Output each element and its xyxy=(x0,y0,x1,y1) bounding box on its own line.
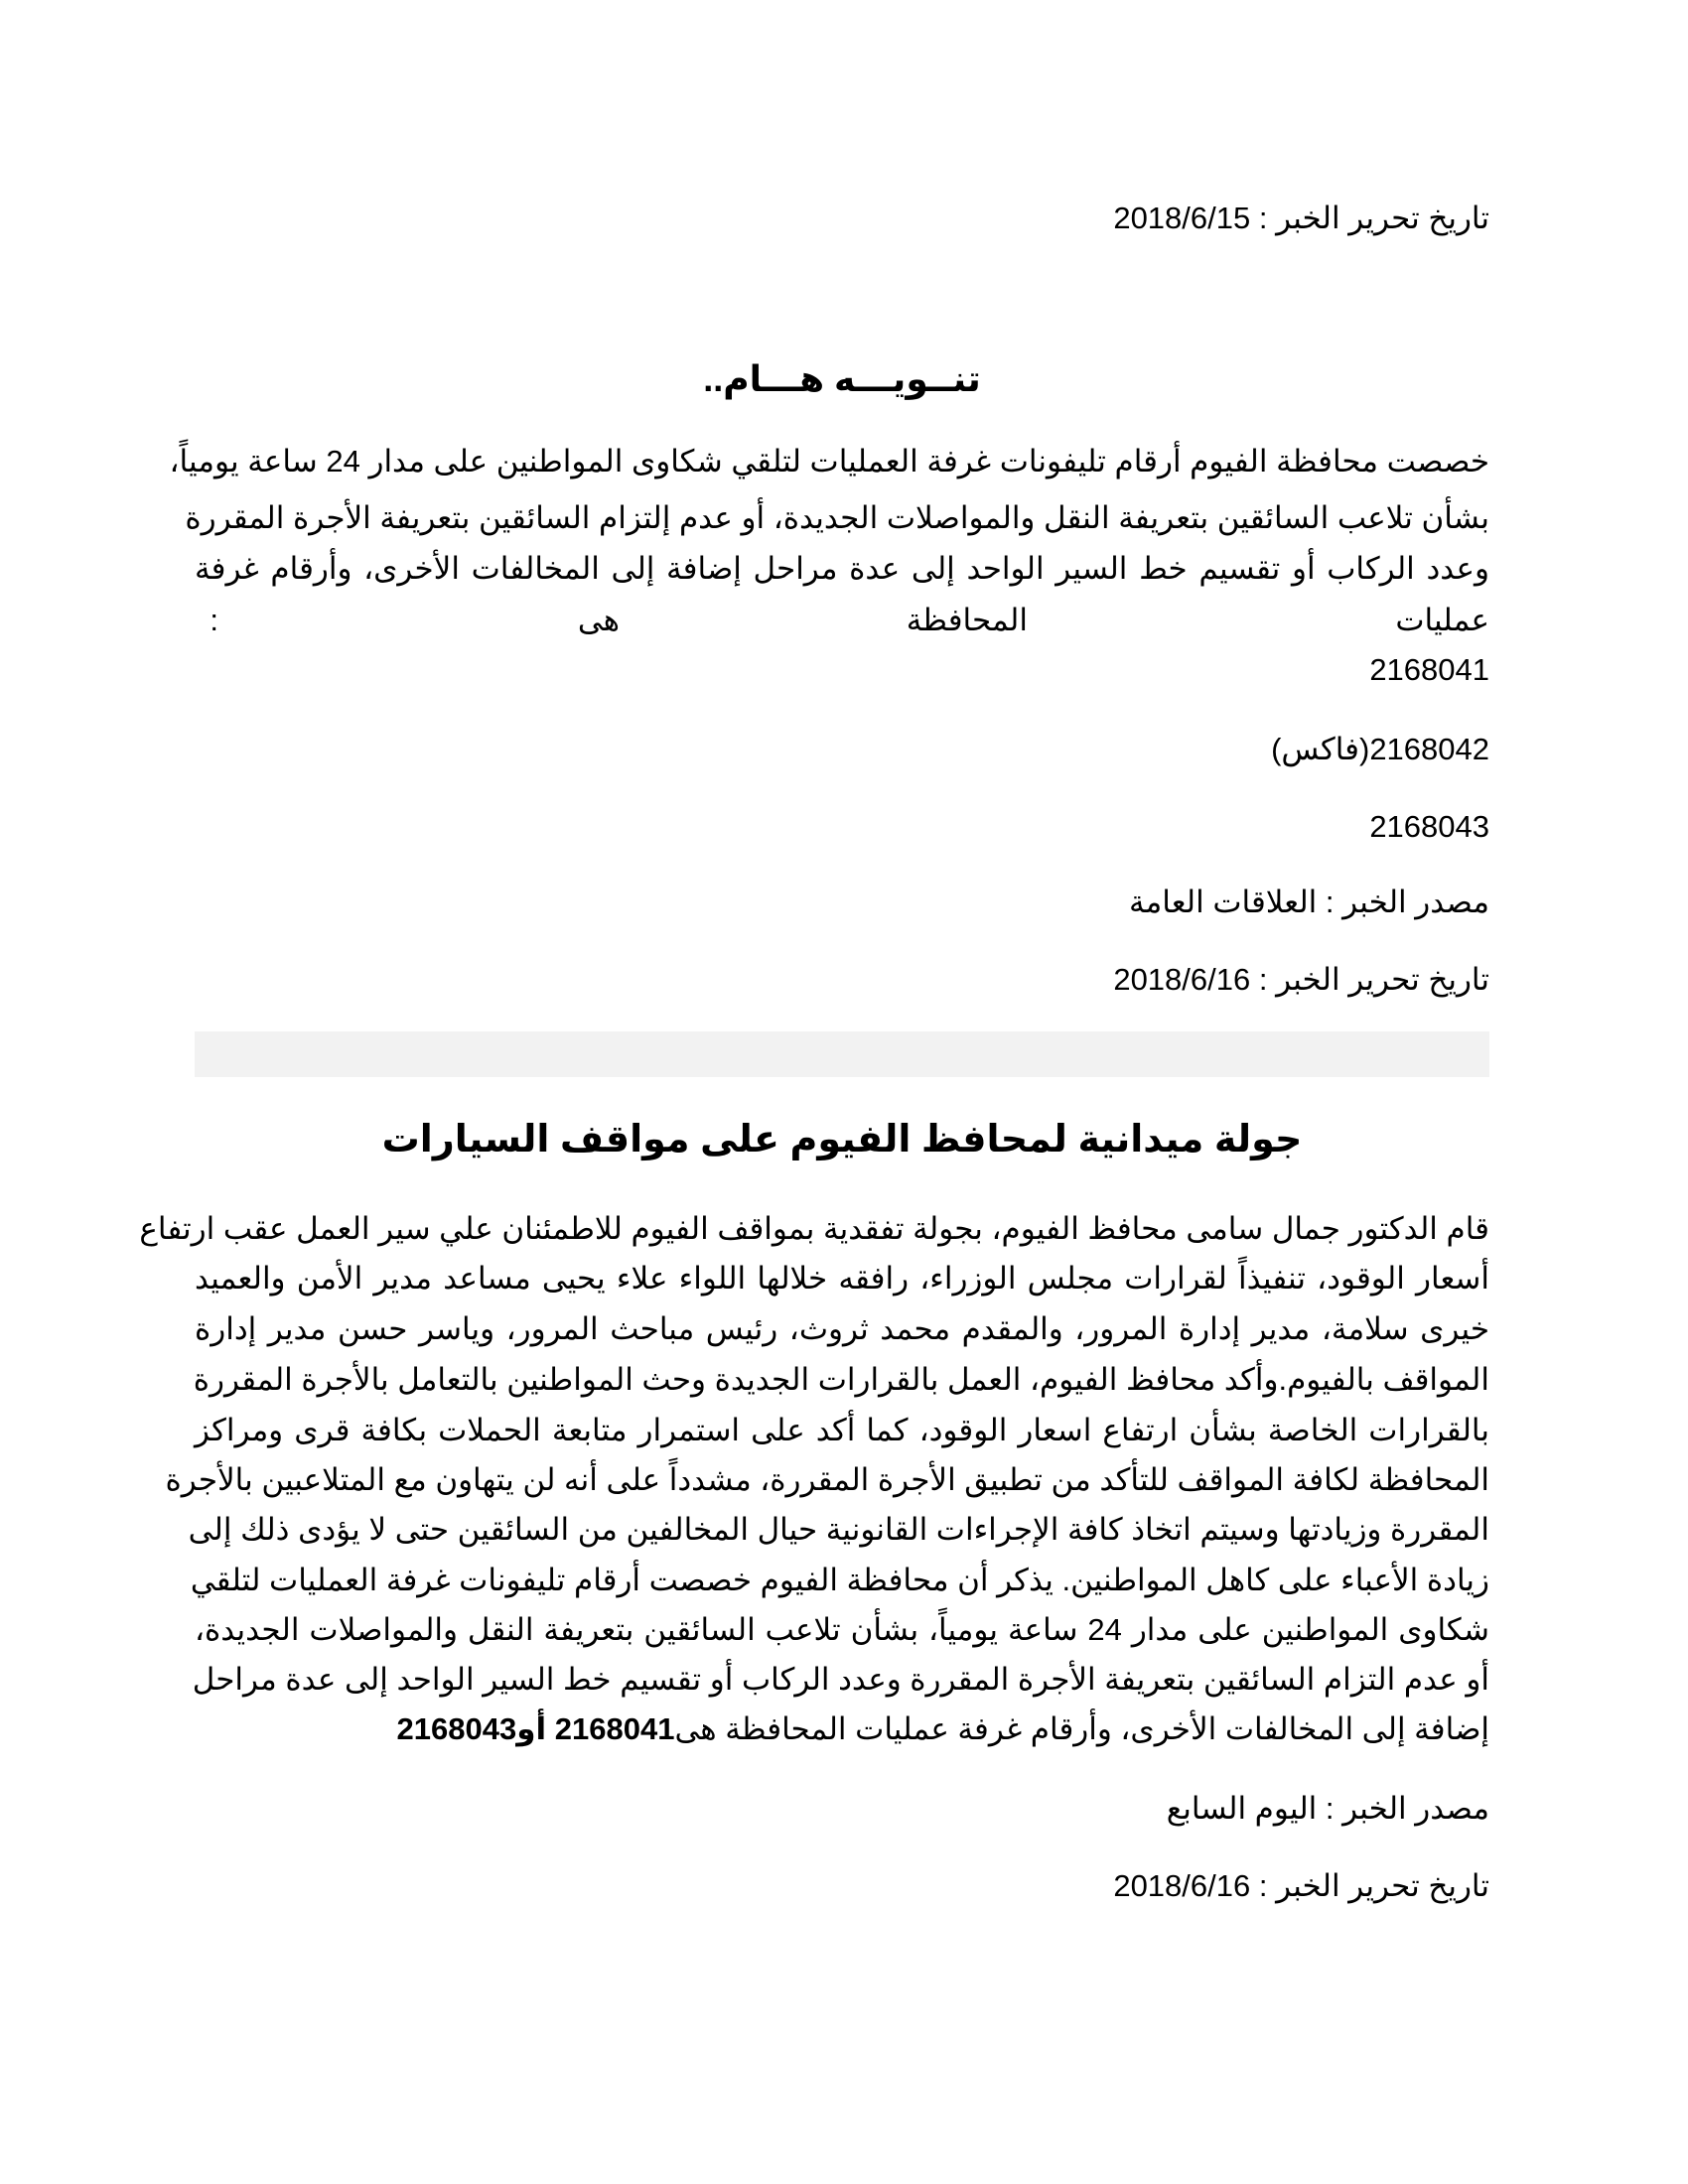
item1-spread-word-2: المحافظة xyxy=(906,603,1028,637)
item2-body-line-1: قام الدكتور جمال سامى محافظ الفيوم، بجولة تفقدية بمواقف الفيوم للاطمئنان علي سير العمل عقب ارتفاع xyxy=(139,1211,1489,1246)
section-separator xyxy=(195,1031,1489,1077)
item1-title: تنــويـــه هـــام.. xyxy=(703,358,981,399)
item2-body-line-4: المواقف بالفيوم.وأكد محافظ الفيوم، العمل بالقرارات الجديدة وحث المواطنين بالتعامل بالأجرة المقررة xyxy=(193,1362,1489,1397)
item2-last-line-text: إضافة إلى المخالفات الأخرى، وأرقام غرفة عمليات المحافظة هى xyxy=(674,1711,1489,1746)
item2-body-line-2: أسعار الوقود، تنفيذاً لقرارات مجلس الوزراء، رافقه خلالها اللواء علاء يحيى مساعد مدير الأمن والعميد xyxy=(195,1261,1489,1296)
item2-body-line-8: زيادة الأعباء على كاهل المواطنين. يذكر أن محافظة الفيوم خصصت أرقام تليفونات غرفة العمليات لتلقي xyxy=(190,1563,1489,1597)
item1-spread-word-4: : xyxy=(210,603,218,637)
item1-source-line: مصدر الخبر : العلاقات العامة xyxy=(1129,885,1489,919)
item2-body-line-9: شكاوى المواطنين على مدار 24 ساعة يومياً، بشأن تلاعب السائقين بتعريفة النقل والمواصلات الجديدة، xyxy=(195,1612,1489,1647)
item2-body-line-10: أو عدم التزام السائقين بتعريفة الأجرة المقررة وعدد الركاب أو تقسيم خط السير الواحد إلى عدة مراحل xyxy=(192,1662,1489,1697)
item2-last-line-numbers: 2168041 أو2168043 xyxy=(396,1711,675,1746)
item2-title: جولة ميدانية لمحافظ الفيوم على مواقف السيارات xyxy=(381,1119,1303,1160)
news-page xyxy=(139,0,1489,2184)
item1-phone-3: 2168043 xyxy=(1369,809,1489,844)
item2-last-line xyxy=(397,1709,1489,1749)
item2-source-line: مصدر الخبر : اليوم السابع xyxy=(1166,1791,1489,1826)
item1-date-line-2: تاريخ تحرير الخبر : 2018/6/16 xyxy=(1113,962,1489,997)
item1-phone-1: 2168041 xyxy=(1369,652,1489,687)
item1-body-line-3: وعدد الركاب أو تقسيم خط السير الواحد إلى عدة مراحل إضافة إلى المخالفات الأخرى، وأرقام غرفة xyxy=(195,551,1489,586)
item1-spread-word-3: هى xyxy=(577,603,620,637)
item1-body-line-1: خصصت محافظة الفيوم أرقام تليفونات غرفة العمليات لتلقي شكاوى المواطنين على مدار 24 ساعة يومياً، xyxy=(169,444,1489,478)
item1-date-line: تاريخ تحرير الخبر : 2018/6/15 xyxy=(1113,201,1489,235)
item2-body-line-6: المحافظة لكافة المواقف للتأكد من تطبيق الأجرة المقررة، مشدداً على أنه لن يتهاون مع المتلاعبين بالأجرة xyxy=(165,1462,1489,1497)
item2-date-line: تاريخ تحرير الخبر : 2018/6/16 xyxy=(1113,1868,1489,1903)
item1-body-line-2: بشأن تلاعب السائقين بتعريفة النقل والمواصلات الجديدة، أو عدم إلتزام السائقين بتعريفة الأجرة المقررة xyxy=(185,500,1489,535)
item2-body-line-7: المقررة وزيادتها وسيتم اتخاذ كافة الإجراءات القانونية حيال المخالفين من السائقين حتى لا يؤدى ذلك إلى xyxy=(188,1512,1489,1547)
item2-body-line-3: خيرى سلامة، مدير إدارة المرور، والمقدم محمد ثروث، رئيس مباحث المرور، وياسر حسن مدير إدارة xyxy=(195,1311,1489,1346)
item1-spread-word-1: عمليات xyxy=(1395,603,1489,637)
item1-phone-2: 2168042(فاكس) xyxy=(1271,732,1489,766)
item2-body-line-5: بالقرارات الخاصة بشأن ارتفاع اسعار الوقود، كما أكد على استمرار متابعة الحملات بكافة قرى ومراكز xyxy=(195,1413,1489,1447)
